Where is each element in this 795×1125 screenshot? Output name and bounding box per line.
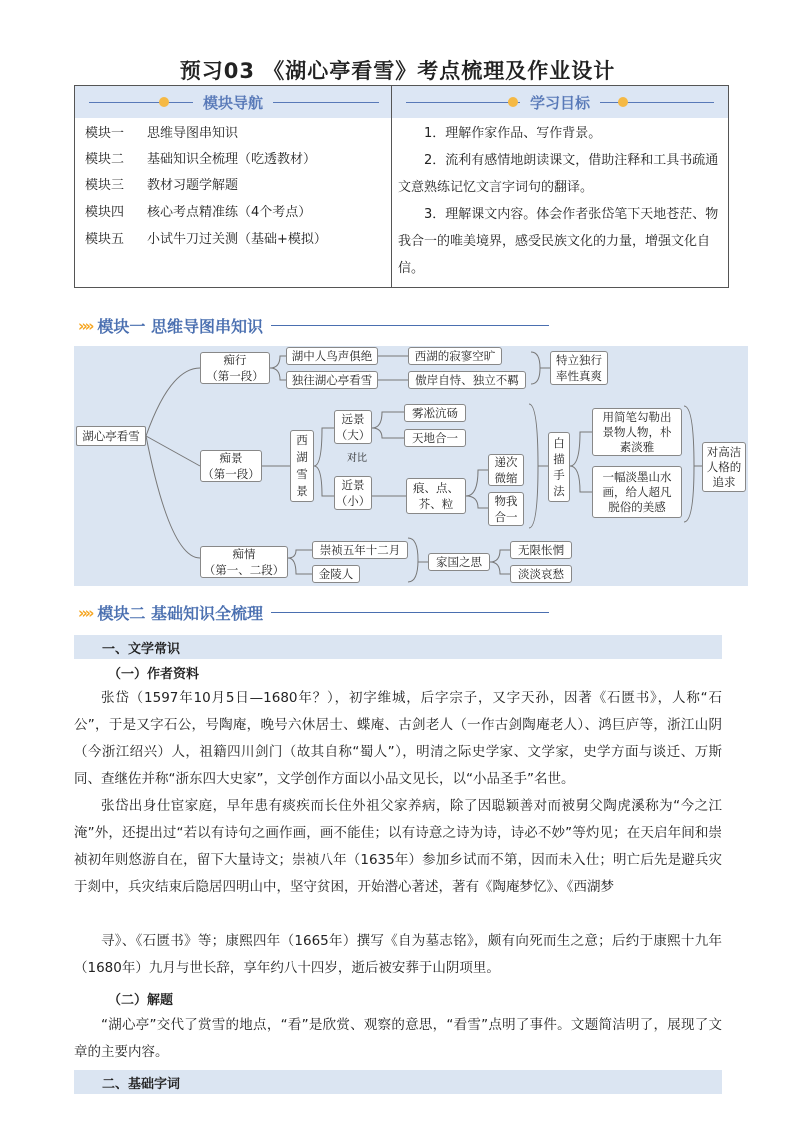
connector bbox=[288, 558, 312, 574]
section-band: 二、基础字词 bbox=[74, 1070, 722, 1094]
chevron-double-icon: »» bbox=[78, 316, 92, 335]
goal-item: 2．流利有感情地朗读课文，借助注释和工具书疏通文意熟练记忆文言字词句的翻译。 bbox=[398, 153, 719, 195]
goal-item: 3．理解课文内容。体会作者张岱笔下天地苍茫、物我合一的唯美境界，感受民族文化的力量，增强文化自信。 bbox=[398, 207, 719, 276]
mind-map bbox=[74, 346, 748, 586]
map-node: 一幅淡墨山水 画，给人超凡 脱俗的美感 bbox=[592, 466, 682, 518]
learning-goals-header bbox=[392, 86, 728, 118]
map-node: 湖中人鸟声俱绝 bbox=[286, 347, 378, 365]
connector bbox=[466, 496, 488, 508]
connector bbox=[146, 436, 200, 558]
nav-item[interactable]: 模块四 核心考点精准练（4个考点） bbox=[85, 205, 312, 220]
connector bbox=[288, 550, 312, 558]
module-nav-title: 模块导航 bbox=[193, 92, 273, 113]
map-node: 用简笔勾勒出 景物人物，朴 素淡雅 bbox=[592, 408, 682, 456]
map-node: 无限怅惘 bbox=[510, 541, 572, 559]
chevron-double-icon: »» bbox=[78, 603, 92, 622]
nav-item[interactable]: 模块五 小试牛刀过关测（基础+模拟） bbox=[85, 232, 327, 247]
subsection-title: （二）解题 bbox=[108, 993, 174, 1008]
map-node: 西 湖 雪 景 bbox=[290, 430, 314, 502]
connector bbox=[529, 404, 538, 528]
module-nav-header bbox=[75, 86, 391, 118]
connector bbox=[490, 550, 510, 562]
paragraph: 张岱（1597年10月5日—1680年？），初字维城，后字宗子，又字天孙，因著《石匮书》，人称“石公”，于是又字石公，号陶庵，晚号六休居士、蝶庵、古剑老人（一作古剑陶庵老人）、鸿巨庐等，浙江山阴（今浙江绍兴）人，祖籍四川剑门（故其自称“蜀人”），明清之际史学家、文学家，史学方面与谈迁、万斯同、查继佐并称“浙东四大史家”，文学创作方面以小品文见长，以“小品圣手”名世。 bbox=[74, 690, 722, 787]
paragraph: 张岱出身仕宦家庭，早年患有痰疾而长住外祖父家养病，除了因聪颖善对而被舅父陶虎溪称为“今之江淹”外，还提出过“若以有诗句之画作画，画不能佳；以有诗意之诗为诗，诗必不妙”等灼见；在天启年间和崇祯初年则悠游自在，留下大量诗文；崇祯八年（1635年）参加乡试而不第，因而未入仕；明亡后先是避兵灾于剡中，兵灾结束后隐居四明山中，坚守贫困，开始潜心著述，著有《陶庵梦忆》、《西湖梦 bbox=[74, 798, 722, 895]
contrast-label: 对比 bbox=[347, 453, 367, 464]
connector bbox=[684, 406, 694, 522]
map-node: 雾凇沆砀 bbox=[404, 404, 466, 422]
map-node: 对高洁 人格的 追求 bbox=[702, 442, 746, 492]
connector bbox=[146, 436, 200, 466]
module2-heading: »» 模块二 基础知识全梳理 bbox=[78, 601, 549, 624]
map-node: 痴景 （第一段） bbox=[200, 450, 262, 482]
connector bbox=[270, 356, 286, 368]
map-node: 痴情 （第一、二段） bbox=[200, 546, 288, 578]
dot-icon bbox=[508, 97, 518, 107]
connector bbox=[314, 428, 334, 466]
page-title: 预习03 《湖心亭看雪》考点梳理及作业设计 bbox=[179, 59, 616, 83]
module-nav-panel bbox=[75, 86, 392, 287]
connector bbox=[570, 432, 592, 466]
nav-item[interactable]: 模块二 基础知识全梳理（吃透教材） bbox=[85, 152, 317, 167]
map-node: 痴行 （第一段） bbox=[200, 352, 270, 384]
learning-goals-panel bbox=[392, 86, 728, 287]
connector bbox=[531, 352, 540, 384]
map-node: 痕、点、 芥、粒 bbox=[406, 478, 466, 514]
connector bbox=[146, 368, 200, 436]
overview-table bbox=[74, 85, 729, 288]
map-node: 独往湖心亭看雪 bbox=[286, 371, 378, 389]
section-band: 一、文学常识 bbox=[74, 635, 722, 659]
map-node: 远景 （大） bbox=[335, 412, 371, 442]
map-node: 崇祯五年十二月 bbox=[312, 541, 408, 559]
dot-icon bbox=[159, 97, 169, 107]
nav-item[interactable]: 模块三 教材习题学解题 bbox=[85, 178, 239, 193]
learning-goals-title: 学习目标 bbox=[520, 92, 600, 113]
connector bbox=[490, 562, 510, 574]
connector bbox=[570, 466, 592, 492]
root-node: 湖心亭看雪 bbox=[76, 426, 146, 446]
map-node: 家国之思 bbox=[428, 553, 490, 571]
map-node: 西湖的寂寥空旷 bbox=[408, 347, 502, 365]
map-node: 物我 合一 bbox=[488, 492, 524, 526]
map-node: 淡淡哀愁 bbox=[510, 565, 572, 583]
module1-heading: »» 模块一 思维导图串知识 bbox=[78, 314, 549, 337]
map-node: 傲岸自恃、独立不羁 bbox=[408, 371, 526, 389]
map-node: 白 描 手 法 bbox=[548, 432, 570, 502]
map-node: 递次 微缩 bbox=[488, 454, 524, 486]
paragraph: “湖心亭”交代了赏雪的地点，“看”是欣赏、观察的意思，“看雪”点明了事件。文题简洁明了，展现了文章的主要内容。 bbox=[74, 1017, 722, 1060]
connector bbox=[270, 368, 286, 380]
connector bbox=[372, 412, 404, 428]
heading-rule bbox=[271, 325, 549, 326]
map-node: 近景 （小） bbox=[335, 478, 371, 508]
goal-item: 1．理解作家作品、写作背景。 bbox=[424, 126, 602, 141]
subsection-title: （一）作者资料 bbox=[108, 667, 200, 682]
connector bbox=[314, 466, 334, 496]
heading-rule bbox=[271, 612, 549, 613]
map-node: 金陵人 bbox=[312, 565, 360, 583]
dot-icon bbox=[618, 97, 628, 107]
paragraph: 寻》、《石匮书》等；康熙四年（1665年）撰写《自为墓志铭》，颇有向死而生之意；后约于康熙十九年（1680年）九月与世长辞，享年约八十四岁，逝后被安葬于山阴项里。 bbox=[74, 933, 722, 976]
connector bbox=[372, 428, 404, 438]
map-node: 特立独行 率性真爽 bbox=[550, 351, 608, 385]
nav-item[interactable]: 模块一 思维导图串知识 bbox=[85, 126, 239, 141]
connector bbox=[466, 470, 488, 496]
connector bbox=[408, 538, 418, 582]
map-node: 天地合一 bbox=[404, 429, 466, 447]
